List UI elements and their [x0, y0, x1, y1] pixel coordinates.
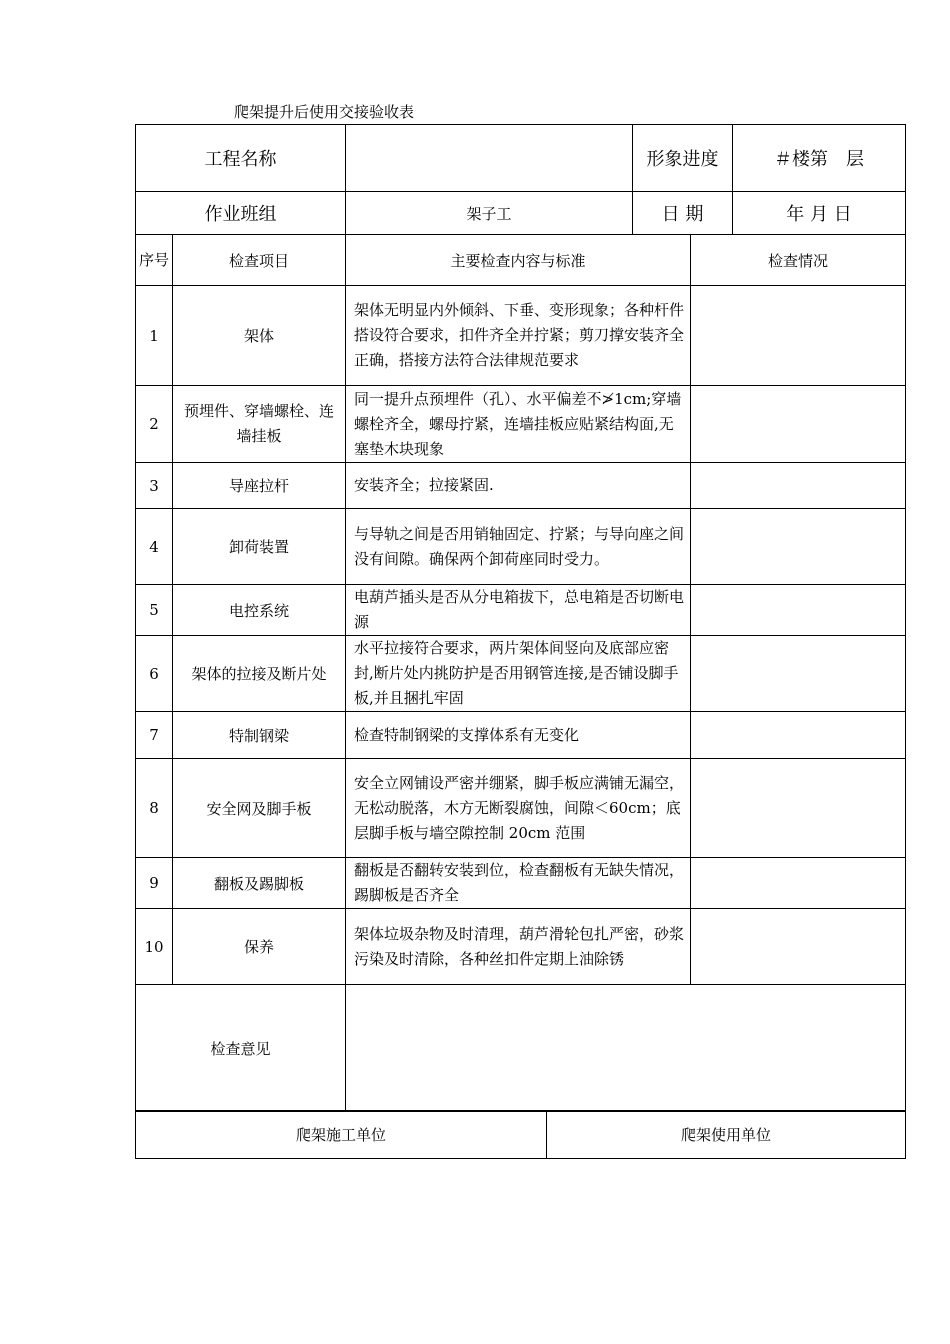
- row-standard: 安全立网铺设严密并绷紧，脚手板应满铺无漏空，无松动脱落，木方无断裂腐蚀，间隙＜60cm；底层脚手板与墙空隙控制 20cm 范围: [346, 759, 691, 858]
- row-result-field[interactable]: [691, 712, 906, 759]
- opinion-label: 检查意见: [136, 985, 346, 1112]
- row-number: 2: [136, 386, 173, 463]
- row-result-field[interactable]: [691, 858, 906, 909]
- opinion-field[interactable]: [346, 985, 906, 1112]
- team-label: 作业班组: [136, 192, 346, 235]
- row-standard: 翻板是否翻转安装到位，检查翻板有无缺失情况，踢脚板是否齐全: [346, 858, 691, 909]
- row-standard: 水平拉接符合要求，两片架体间竖向及底部应密封,断片处内挑防护是否用钢管连接,是否铺设脚手板,并且捆扎牢固: [346, 636, 691, 712]
- table-row: [136, 759, 906, 858]
- builder-unit-label: 爬架施工单位: [136, 1111, 547, 1159]
- row-result-field[interactable]: [691, 909, 906, 985]
- row-standard: 架体垃圾杂物及时清理，葫芦滑轮包扎严密，砂浆污染及时清除，各种丝扣件定期上油除锈: [346, 909, 691, 985]
- col-result-header: 检查情况: [691, 235, 906, 286]
- progress-field[interactable]: ＃楼第 层: [733, 125, 906, 192]
- row-number: 1: [136, 286, 173, 386]
- signature-row: [136, 1111, 906, 1159]
- table-row: [136, 636, 906, 712]
- table-row: [136, 286, 906, 386]
- table-row: [136, 463, 906, 509]
- row-number: 7: [136, 712, 173, 759]
- col-seq-header: 序号: [136, 235, 173, 286]
- row-number: 9: [136, 858, 173, 909]
- team-row: [136, 192, 906, 235]
- signature-table: [135, 1110, 906, 1159]
- row-result-field[interactable]: [691, 286, 906, 386]
- opinion-row: [136, 985, 906, 1112]
- row-item: 架体: [173, 286, 346, 386]
- row-item: 架体的拉接及断片处: [173, 636, 346, 712]
- row-result-field[interactable]: [691, 759, 906, 858]
- form-title: 爬架提升后使用交接验收表: [234, 103, 415, 121]
- row-number: 4: [136, 509, 173, 585]
- row-item: 电控系统: [173, 585, 346, 636]
- row-result-field[interactable]: [691, 509, 906, 585]
- date-field[interactable]: 年 月 日: [733, 192, 906, 235]
- row-number: 8: [136, 759, 173, 858]
- row-result-field[interactable]: [691, 386, 906, 463]
- table-row: [136, 585, 906, 636]
- row-item: 卸荷装置: [173, 509, 346, 585]
- row-item: 保养: [173, 909, 346, 985]
- row-standard: 安装齐全；拉接紧固.: [346, 463, 691, 509]
- row-standard: 同一提升点预埋件（孔）、水平偏差不≯1cm;穿墙螺栓齐全，螺母拧紧，连墙挂板应贴紧结构面,无塞垫木块现象: [346, 386, 691, 463]
- table-row: [136, 858, 906, 909]
- table-row: [136, 509, 906, 585]
- col-item-header: 检查项目: [173, 235, 346, 286]
- progress-label: 形象进度: [633, 125, 733, 192]
- row-result-field[interactable]: [691, 463, 906, 509]
- team-field[interactable]: 架子工: [346, 192, 633, 235]
- col-standard-header: 主要检查内容与标准: [346, 235, 691, 286]
- row-number: 10: [136, 909, 173, 985]
- row-item: 导座拉杆: [173, 463, 346, 509]
- project-name-field[interactable]: [346, 125, 633, 192]
- row-number: 5: [136, 585, 173, 636]
- row-standard: 电葫芦插头是否从分电箱拔下，总电箱是否切断电源: [346, 585, 691, 636]
- date-label: 日 期: [633, 192, 733, 235]
- row-number: 3: [136, 463, 173, 509]
- project-row: [136, 125, 906, 192]
- user-unit-label: 爬架使用单位: [547, 1111, 906, 1159]
- row-item: 预埋件、穿墙螺栓、连墙挂板: [173, 386, 346, 463]
- row-result-field[interactable]: [691, 636, 906, 712]
- table-row: [136, 712, 906, 759]
- row-standard: 检查特制钢梁的支撑体系有无变化: [346, 712, 691, 759]
- row-item: 翻板及踢脚板: [173, 858, 346, 909]
- row-number: 6: [136, 636, 173, 712]
- row-item: 安全网及脚手板: [173, 759, 346, 858]
- column-header-row: [136, 235, 906, 286]
- inspection-form-table: [135, 124, 906, 1112]
- project-name-label: 工程名称: [136, 125, 346, 192]
- table-row: [136, 386, 906, 463]
- table-row: [136, 909, 906, 985]
- row-standard: 与导轨之间是否用销轴固定、拧紧；与导向座之间没有间隙。确保两个卸荷座同时受力。: [346, 509, 691, 585]
- row-item: 特制钢梁: [173, 712, 346, 759]
- row-standard: 架体无明显内外倾斜、下垂、变形现象；各种杆件搭设符合要求，扣件齐全并拧紧；剪刀撑安装齐全正确，搭接方法符合法律规范要求: [346, 286, 691, 386]
- row-result-field[interactable]: [691, 585, 906, 636]
